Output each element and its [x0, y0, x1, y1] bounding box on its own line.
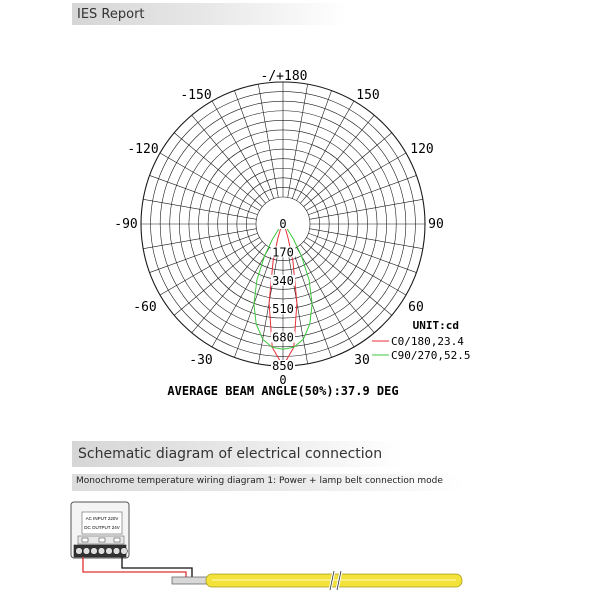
angle-label-neg150: -150 — [180, 88, 212, 103]
wiring-section-title: Schematic diagram of electrical connection — [78, 446, 383, 462]
unit-label: UNIT:cd — [412, 319, 459, 332]
angle-label-neg120: -120 — [127, 142, 159, 157]
led-strip — [206, 571, 462, 590]
angle-label-150: 150 — [356, 88, 380, 103]
radial-label: 170 — [272, 245, 294, 260]
strip-connector — [172, 577, 208, 584]
radial-label: 0 — [279, 217, 287, 231]
angle-label-neg90: -90 — [114, 217, 138, 232]
black-wire — [122, 557, 192, 578]
angle-label-60: 60 — [408, 300, 424, 315]
angle-label-neg60: -60 — [133, 300, 157, 315]
angle-label-180: -/+180 — [260, 69, 308, 84]
controller-label-input: AC INPUT 220V — [85, 516, 119, 521]
ies-report-title: IES Report — [77, 7, 145, 22]
angle-label-0: 0 — [279, 373, 287, 387]
legend-label-c90: C90/270,52.5 — [391, 349, 471, 362]
radial-label: 510 — [272, 302, 294, 317]
radial-label: 850 — [272, 359, 294, 373]
radial-label: 340 — [272, 273, 294, 288]
legend-label-c0: C0/180,23.4 — [391, 335, 464, 348]
beam-angle-text: AVERAGE BEAM ANGLE(50%):37.9 DEG — [167, 384, 399, 398]
angle-label-neg30: -30 — [189, 353, 213, 368]
angle-label-120: 120 — [410, 142, 434, 157]
angle-label-90: 90 — [428, 217, 444, 232]
wiring-diagram-title: Monochrome temperature wiring diagram 1: Power + lamp belt connection mode — [76, 476, 443, 486]
controller-label-output: DC OUTPUT 24V — [84, 525, 120, 530]
radial-label: 680 — [272, 330, 294, 345]
angle-label-30: 30 — [354, 353, 370, 368]
controller-box — [71, 502, 129, 558]
